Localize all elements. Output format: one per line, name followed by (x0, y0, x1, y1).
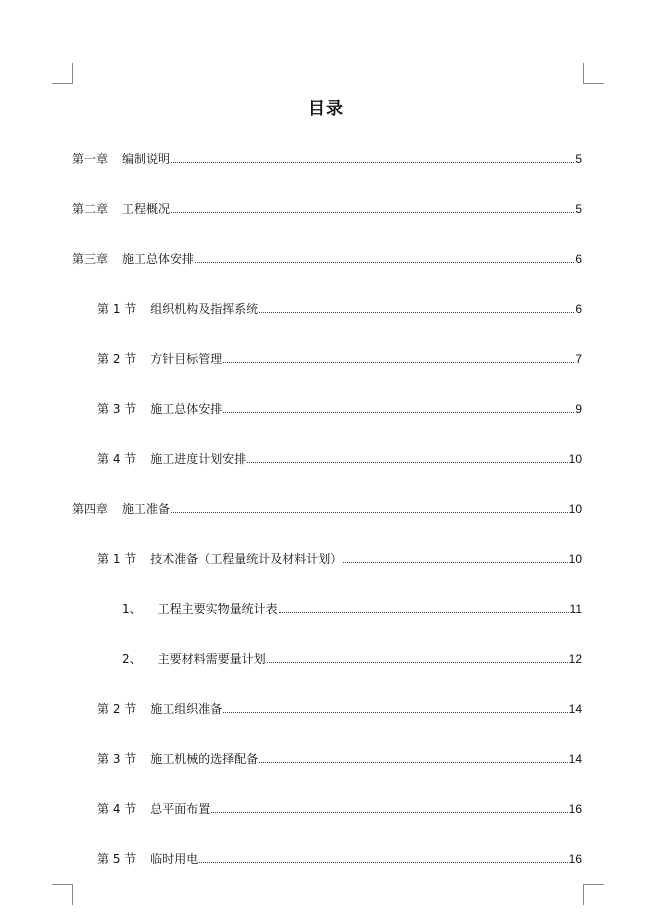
toc-entry-number: 第 4 节 (97, 802, 137, 816)
toc-dot-leader (259, 761, 567, 763)
toc-entry-title: 施工机械的选择配备 (150, 752, 259, 766)
toc-title: 目录 (308, 99, 344, 119)
toc-entry-number: 第 5 节 (97, 852, 137, 866)
toc-entry-title: 施工总体安排 (150, 402, 223, 416)
toc-entry-page-number: 10 (568, 502, 582, 516)
toc-entry-page-number: 10 (568, 452, 582, 466)
toc-dot-leader (199, 861, 567, 863)
toc-entry[interactable] (72, 501, 582, 517)
toc-dot-leader (223, 361, 574, 363)
toc-entry[interactable] (97, 701, 582, 717)
toc-entry[interactable] (97, 851, 582, 867)
toc-entry-number: 第四章 (72, 502, 109, 516)
toc-entry-title: 编制说明 (122, 152, 171, 166)
toc-entry-page-number: 9 (575, 402, 582, 416)
toc-entry-page-number: 5 (575, 202, 582, 216)
toc-entry-page-number: 7 (575, 352, 582, 366)
toc-entry-number: 第 2 节 (97, 352, 137, 366)
toc-entry[interactable] (97, 351, 582, 367)
toc-entry-page-number: 6 (575, 302, 582, 316)
toc-entry[interactable] (122, 601, 582, 617)
toc-dot-leader (279, 611, 569, 613)
toc-entry-page-number: 16 (568, 852, 582, 866)
toc-entry-title: 工程概况 (122, 202, 171, 216)
toc-entry-page-number: 5 (575, 152, 582, 166)
toc-entry-number: 第二章 (72, 202, 109, 216)
toc-dot-leader (223, 711, 567, 713)
toc-entry-title: 施工总体安排 (122, 252, 195, 266)
toc-entry-number: 2、 (122, 652, 142, 666)
toc-entry-title: 施工组织准备 (150, 702, 223, 716)
toc-dot-leader (223, 411, 574, 413)
toc-entry-title: 工程主要实物量统计表 (157, 602, 278, 616)
toc-entry-page-number: 12 (568, 652, 582, 666)
toc-dot-leader (247, 461, 567, 463)
toc-entry-title: 主要材料需要量计划 (157, 652, 266, 666)
toc-dot-leader (267, 661, 568, 663)
toc-entry[interactable] (97, 301, 582, 317)
toc-entry[interactable] (72, 201, 582, 217)
toc-entry-number: 1、 (122, 602, 142, 616)
toc-entry[interactable] (97, 401, 582, 417)
toc-entry[interactable] (97, 551, 582, 567)
toc-entry-page-number: 10 (568, 552, 582, 566)
toc-entry-title: 总平面布置 (150, 802, 211, 816)
toc-entry-number: 第一章 (72, 152, 109, 166)
toc-entry-page-number: 11 (569, 602, 582, 616)
toc-dot-leader (259, 311, 574, 313)
toc-dot-leader (171, 511, 568, 513)
toc-entry[interactable] (72, 251, 582, 267)
toc-dot-leader (211, 811, 567, 813)
toc-dot-leader (195, 261, 574, 263)
toc-entry-number: 第三章 (72, 252, 109, 266)
toc-entry-title: 临时用电 (150, 852, 199, 866)
toc-entry[interactable] (97, 751, 582, 767)
toc-dot-leader (343, 561, 567, 563)
toc-dot-leader (171, 161, 574, 163)
toc-entry-title: 方针目标管理 (150, 352, 223, 366)
toc-entry[interactable] (97, 801, 582, 817)
toc-entry-number: 第 1 节 (97, 302, 137, 316)
toc-entry-number: 第 1 节 (97, 552, 137, 566)
toc-entry-title: 技术准备（工程量统计及材料计划） (150, 552, 343, 566)
toc-entry-page-number: 14 (568, 752, 582, 766)
toc-entry-page-number: 16 (568, 802, 582, 816)
toc-entry-number: 第 3 节 (97, 402, 137, 416)
toc-entry-number: 第 3 节 (97, 752, 137, 766)
toc-entry-title: 施工进度计划安排 (150, 452, 247, 466)
toc-entry-title: 施工准备 (122, 502, 171, 516)
toc-entry[interactable] (72, 151, 582, 167)
toc-entry-number: 第 4 节 (97, 452, 137, 466)
toc-entry[interactable] (97, 451, 582, 467)
toc-entry-page-number: 6 (575, 252, 582, 266)
toc-entry[interactable] (122, 651, 582, 667)
toc-entry-number: 第 2 节 (97, 702, 137, 716)
toc-entry-title: 组织机构及指挥系统 (150, 302, 259, 316)
toc-dot-leader (171, 211, 574, 213)
toc-entry-page-number: 14 (568, 702, 582, 716)
